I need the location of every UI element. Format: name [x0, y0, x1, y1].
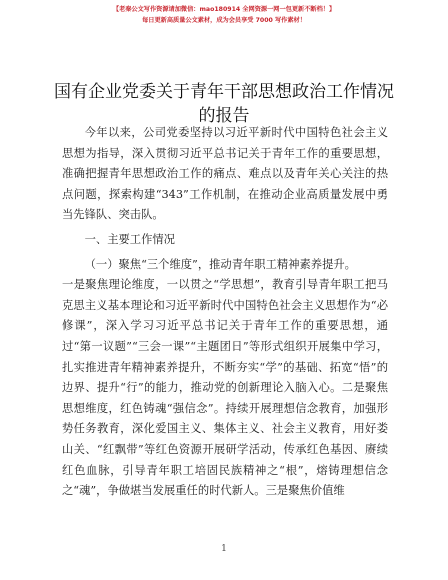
promo-banner-line2: 每日更新高质量公文素材，成为会员享受 7000 写作素材！	[142, 17, 306, 24]
body-paragraph: 一是聚焦理论维度，一以贯之“学思想”，教育引导青年职工把马克思主义基本理论和习近平新时代中国特色社会主义思想作为“必修课”，深入学习习近平总书记关于青年工作的重要思想，通过“第一议题”“三会一课”“主题团日”等形式组织开展集中学习，扎实推进青年精神素养提升，不断夯实“学”的基础、拓宽“悟”的边界、提升“行”的能力，推动党的创新理论入脑入心。二是聚焦思想维度，红色铸魂“强信念”。持续开展理想信念教育，加强形势任务教育，深化爱国主义、集体主义、社会主义教育，用好娄山关、“红飘带”等红色资源开展研学活动，传承红色基因、赓续红色血脉，引导青年职工培固民族精神之“根”，熔铸理想信念之“魂”，争做堪当发展重任的时代新人。三是聚焦价值维	[62, 278, 388, 498]
section-heading: 一、主要工作情况	[84, 232, 175, 246]
intro-paragraph: 今年以来，公司党委坚持以习近平新时代中国特色社会主义思想为指导，深入贯彻习近平总书记关于青年工作的重要思想，准确把握青年思想政治工作的痛点、难点以及青年关心关注的热点问题，探索构建“343”工作机制，在推动企业高质量发展中勇当先锋队、突击队。	[62, 126, 388, 222]
document-title-line2: 的报告	[198, 106, 250, 126]
page-number: 1	[221, 544, 227, 554]
document-body	[62, 123, 388, 502]
subsection-heading: （一）聚焦“三个维度”，推动青年职工精神素养提升。	[84, 257, 356, 271]
promo-banner	[0, 5, 448, 25]
promo-banner-line1: 【老秦公文写作资源请加微信：mao180914 全网资源一网一包更新不断档！】	[112, 6, 336, 13]
document-title-line1: 国有企业党委关于青年干部思想政治工作情况	[54, 82, 394, 102]
document-title	[40, 80, 408, 128]
